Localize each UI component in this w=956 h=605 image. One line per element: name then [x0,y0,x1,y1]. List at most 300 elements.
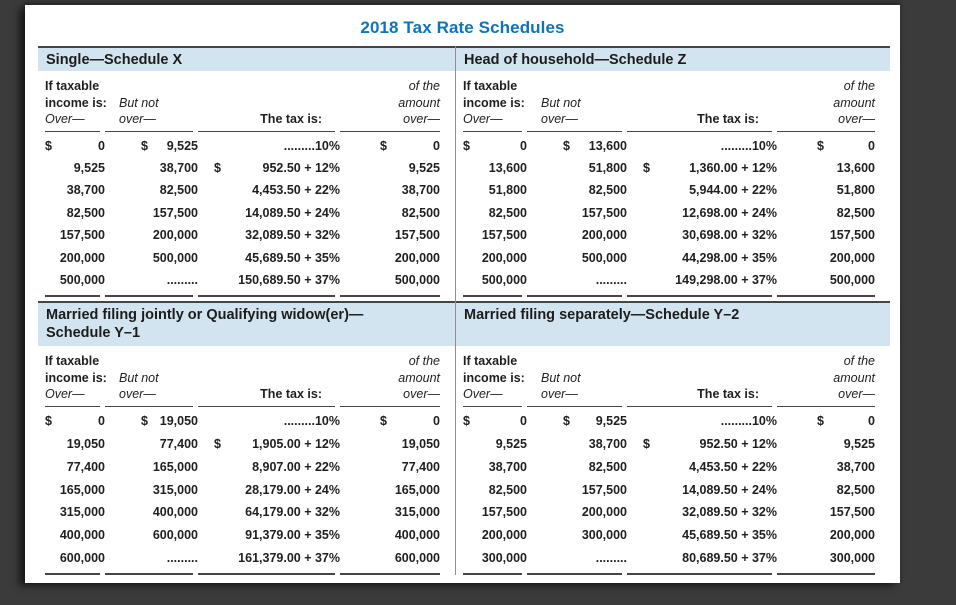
but-not-over-value: ......... [166,273,198,288]
but-not-over-cell [105,228,198,242]
but-not-over-value: 500,000 [581,250,627,265]
column-header-line: If taxable [45,79,100,93]
but-not-over-cell [527,483,627,497]
amount-over-cell [777,251,875,265]
tax-bracket-row [463,135,875,157]
over-value: 300,000 [481,550,527,565]
dollar-sign: $ [643,436,650,451]
over-cell [45,528,105,542]
column-headers [38,346,455,406]
tax-bracket-row [463,202,875,224]
over-cell [45,273,105,287]
amount-over-value: 82,500 [401,205,440,220]
over-value: 0 [520,138,527,153]
but-not-over-cell [105,460,198,474]
over-value: 51,800 [488,183,527,198]
amount-over-cell [777,273,875,287]
tax-formula-value: 4,453.50 + 22% [252,183,340,198]
over-cell [45,414,105,428]
column-headers [456,346,890,406]
tax-formula-cell [198,505,340,519]
dollar-sign: $ [463,138,470,153]
amount-over-cell [777,551,875,565]
amount-over-cell [340,228,440,242]
tax-formula-value: .........10% [720,138,777,153]
amount-over-value: 82,500 [836,482,875,497]
amount-over-cell [777,460,875,474]
but-not-over-value: ......... [595,273,627,288]
over-cell [45,551,105,565]
amount-over-cell [340,414,440,428]
tax-bracket-row [463,547,875,570]
tax-formula-cell [198,161,340,175]
tax-formula-value: 12,698.00 + 24% [682,205,777,220]
amount-over-value: 500,000 [829,273,875,288]
over-column-header [463,78,527,128]
tax-formula-value: 80,689.50 + 37% [682,550,777,565]
over-cell [45,228,105,242]
but-not-over-value: 9,525 [166,138,198,153]
amount-over-column-header [340,353,440,403]
tax-formula-cell [627,528,777,542]
amount-over-cell [777,528,875,542]
but-not-over-cell [527,273,627,287]
tax-schedules-grid [38,46,890,575]
tax-formula-value: 1,360.00 + 12% [689,161,777,176]
amount-over-value: 157,500 [829,228,875,243]
amount-over-cell [777,483,875,497]
schedule-title-line2: Schedule Y–1 [46,325,141,342]
tax-bracket-row [45,524,440,547]
column-header-line: If taxable [463,354,518,369]
over-cell [463,437,527,451]
tax-formula-cell [627,161,777,175]
tax-formula-value: 45,689.50 + 35% [245,250,340,265]
amount-over-cell [777,206,875,220]
amount-over-value: 157,500 [829,505,875,520]
tax-formula-cell [627,505,777,519]
dollar-sign: $ [45,414,52,429]
over-value: 500,000 [481,273,527,288]
column-header-line: over— [403,112,440,126]
tax-bracket-row [45,179,440,201]
but-not-over-cell [527,528,627,542]
schedule-y2-panel [455,297,890,575]
column-header-spacer [627,370,759,387]
over-cell [463,528,527,542]
amount-over-value: 315,000 [394,505,440,520]
schedule-y1-rows [38,407,455,574]
amount-over-value: 38,700 [401,183,440,198]
column-header-spacer [627,95,759,112]
over-value: 19,050 [66,436,105,451]
amount-over-value: 77,400 [401,459,440,474]
tax-formula-value: 161,379.00 + 37% [238,550,340,565]
over-cell [45,161,105,175]
tax-formula-value: .........10% [283,138,340,153]
but-not-over-cell [105,437,198,451]
tax-column-header [627,78,777,128]
tax-column-header [198,353,340,403]
but-not-over-value: 500,000 [152,250,198,265]
amount-over-value: 0 [433,138,440,153]
tax-formula-cell [198,139,340,153]
tax-formula-cell [627,206,777,220]
dollar-sign: $ [563,414,570,429]
tax-bracket-row [45,269,440,291]
over-column-header [45,78,105,128]
tax-column-header [198,78,340,128]
schedule-title-line1: Head of household—Schedule Z [464,52,687,68]
column-headers [38,71,455,131]
amount-over-cell [340,460,440,474]
schedule-title-line1: Married filing separately—Schedule Y–2 [464,307,740,324]
column-header-spacer [198,95,322,112]
schedule-z-column-headers [456,71,890,132]
but-not-over-value: 13,600 [588,138,627,153]
amount-over-value: 38,700 [836,459,875,474]
column-header-line: If taxable [45,354,100,369]
tax-formula-cell [627,273,777,287]
amount-over-value: 0 [868,414,875,429]
amount-over-cell [340,206,440,220]
tax-formula-value: 14,089.50 + 24% [245,205,340,220]
over-value: 500,000 [59,273,105,288]
tax-bracket-row [45,501,440,524]
schedule-x-column-headers [38,71,455,132]
column-header-line: The tax is: [260,112,322,126]
amount-over-cell [340,139,440,153]
but-not-over-value: ......... [166,550,198,565]
over-cell [45,206,105,220]
tax-formula-cell [627,460,777,474]
dollar-sign: $ [380,138,387,153]
amount-over-value: 0 [433,414,440,429]
tax-formula-cell [198,528,340,542]
but-not-over-value: 400,000 [152,505,198,520]
but-not-over-cell [527,228,627,242]
column-header-line: If taxable [463,79,518,93]
but-not-over-value: 200,000 [581,228,627,243]
column-header-line: But not [119,370,159,385]
tax-bracket-row [463,246,875,268]
but-not-over-value: ......... [595,550,627,565]
column-header-line: The tax is: [697,387,759,402]
tax-bracket-row [45,410,440,433]
schedule-y1-column-headers [38,346,455,407]
tax-formula-value: 5,944.00 + 22% [689,183,777,198]
tax-formula-cell [198,273,340,287]
dollar-sign: $ [380,414,387,429]
over-value: 157,500 [481,228,527,243]
but-not-over-column-header [527,353,627,403]
but-not-over-value: 82,500 [159,183,198,198]
column-header-line: over— [838,112,875,126]
column-header-line: over— [541,112,578,126]
over-cell [463,483,527,497]
dollar-sign: $ [141,414,148,429]
tax-bracket-row [45,157,440,179]
header-underline [456,131,890,132]
over-cell [463,273,527,287]
over-value: 77,400 [66,459,105,474]
dollar-sign: $ [214,161,221,176]
over-value: 82,500 [488,205,527,220]
over-value: 200,000 [59,250,105,265]
over-cell [463,206,527,220]
over-cell [463,414,527,428]
amount-over-cell [340,273,440,287]
but-not-over-cell [527,183,627,197]
amount-over-cell [340,528,440,542]
schedule-z-rows [456,132,890,296]
tax-bracket-row [463,410,875,433]
column-header-line: amount [833,95,875,110]
tax-bracket-row [463,157,875,179]
amount-over-value: 500,000 [394,273,440,288]
column-header-line: Over— [45,387,85,402]
tax-formula-cell [198,183,340,197]
tax-formula-value: 952.50 + 12% [699,436,777,451]
but-not-over-value: 9,525 [595,414,627,429]
but-not-over-value: 38,700 [159,161,198,176]
tax-bracket-row [463,179,875,201]
amount-over-value: 157,500 [394,228,440,243]
amount-over-cell [340,161,440,175]
column-header-line: The tax is: [260,387,322,402]
over-cell [45,251,105,265]
but-not-over-cell [105,139,198,153]
over-cell [45,183,105,197]
over-value: 157,500 [481,505,527,520]
schedule-x-title-band [38,46,455,71]
but-not-over-value: 82,500 [588,459,627,474]
tax-formula-cell [627,483,777,497]
dollar-sign: $ [45,138,52,153]
over-column-header [45,353,105,403]
column-header-line: income is: [463,95,525,110]
tax-formula-value: 64,179.00 + 32% [245,505,340,520]
over-cell [45,460,105,474]
tax-bracket-row [45,202,440,224]
over-cell [463,460,527,474]
over-value: 38,700 [66,183,105,198]
over-cell [463,183,527,197]
over-value: 82,500 [488,482,527,497]
column-header-line: income is: [463,370,525,385]
but-not-over-value: 600,000 [152,528,198,543]
but-not-over-column-header [105,353,198,403]
tax-bracket-row [45,455,440,478]
but-not-over-cell [527,505,627,519]
over-cell [45,437,105,451]
amount-over-cell [340,483,440,497]
over-value: 0 [98,138,105,153]
column-header-spacer [198,353,322,370]
but-not-over-value: 200,000 [581,505,627,520]
column-header-line: income is: [45,95,107,110]
tax-formula-cell [198,414,340,428]
column-header-line: over— [838,387,875,402]
over-value: 157,500 [59,228,105,243]
tax-formula-cell [198,460,340,474]
tax-bracket-row [463,269,875,291]
amount-over-value: 300,000 [829,550,875,565]
column-header-line: Over— [45,112,85,126]
but-not-over-value: 38,700 [588,436,627,451]
schedule-x-rows [38,132,455,296]
table-bottom-rule [38,573,455,575]
amount-over-value: 200,000 [394,250,440,265]
amount-over-value: 9,525 [408,161,440,176]
but-not-over-cell [105,183,198,197]
but-not-over-cell [105,505,198,519]
amount-over-cell [777,437,875,451]
column-header-spacer [119,78,198,95]
over-value: 82,500 [66,205,105,220]
but-not-over-value: 82,500 [588,183,627,198]
but-not-over-value: 300,000 [581,528,627,543]
tax-bracket-row [45,224,440,246]
amount-over-cell [777,139,875,153]
tax-formula-value: 14,089.50 + 24% [682,482,777,497]
amount-over-cell [777,161,875,175]
tax-formula-cell [627,437,777,451]
over-cell [45,483,105,497]
tax-formula-value: 28,179.00 + 24% [245,482,340,497]
but-not-over-value: 315,000 [152,482,198,497]
tax-formula-value: 32,089.50 + 32% [682,505,777,520]
but-not-over-cell [527,161,627,175]
over-value: 400,000 [59,528,105,543]
tax-formula-cell [627,139,777,153]
page-title: 2018 Tax Rate Schedules [360,18,565,37]
tax-formula-value: 149,298.00 + 37% [675,273,777,288]
schedule-y2-rows [456,407,890,574]
column-headers [456,71,890,131]
column-header-line: over— [541,387,578,402]
tax-formula-cell [627,551,777,565]
schedule-y2-column-headers [456,346,890,407]
schedule-z-panel [455,46,890,297]
schedule-y1-title-band [38,301,455,346]
column-header-line: amount [833,370,875,385]
but-not-over-cell [527,551,627,565]
tax-formula-value: 91,379.00 + 35% [245,528,340,543]
amount-over-cell [340,551,440,565]
amount-over-value: 19,050 [401,436,440,451]
amount-over-cell [777,183,875,197]
tax-formula-value: 30,698.00 + 32% [682,228,777,243]
tax-bracket-row [463,433,875,456]
over-cell [463,251,527,265]
schedule-x-panel [38,46,455,297]
tax-bracket-row [463,224,875,246]
tax-formula-value: 44,298.00 + 35% [682,250,777,265]
column-header-spacer [541,353,627,370]
but-not-over-column-header [105,78,198,128]
over-cell [45,505,105,519]
over-cell [463,505,527,519]
amount-over-value: 9,525 [843,436,875,451]
tax-formula-value: .........10% [720,414,777,429]
column-header-spacer [198,370,322,387]
but-not-over-column-header [527,78,627,128]
dollar-sign: $ [214,436,221,451]
tax-bracket-row [45,433,440,456]
tax-formula-cell [198,206,340,220]
but-not-over-cell [105,161,198,175]
column-header-line: of the [408,79,440,93]
but-not-over-cell [527,251,627,265]
column-header-spacer [198,78,322,95]
tax-formula-cell [198,551,340,565]
amount-over-value: 13,600 [836,161,875,176]
amount-over-column-header [777,353,875,403]
tax-formula-value: 45,689.50 + 35% [682,528,777,543]
over-cell [463,551,527,565]
amount-over-cell [340,183,440,197]
schedule-y2-title-band [456,301,890,346]
tax-formula-cell [627,183,777,197]
schedule-title-line1: Single—Schedule X [46,52,183,68]
over-value: 9,525 [73,161,105,176]
amount-over-column-header [777,78,875,128]
tax-bracket-row [45,135,440,157]
schedule-title-line1: Married filing jointly or Qualifying widow(er)— [46,307,364,324]
table-bottom-rule [456,573,890,575]
column-header-line: of the [408,354,440,369]
tax-bracket-row [463,524,875,547]
tax-formula-cell [198,228,340,242]
dollar-sign: $ [141,138,148,153]
but-not-over-cell [105,251,198,265]
amount-over-cell [777,228,875,242]
column-header-spacer [627,78,759,95]
but-not-over-value: 77,400 [159,436,198,451]
column-header-line: But not [541,95,581,110]
but-not-over-cell [527,139,627,153]
but-not-over-value: 157,500 [581,482,627,497]
but-not-over-value: 157,500 [152,205,198,220]
dollar-sign: $ [817,138,824,153]
amount-over-cell [340,437,440,451]
tax-schedule-document [25,5,900,583]
over-cell [463,139,527,153]
over-value: 0 [98,414,105,429]
column-header-line: The tax is: [697,112,759,126]
but-not-over-cell [105,414,198,428]
amount-over-cell [340,251,440,265]
but-not-over-value: 19,050 [159,414,198,429]
tax-formula-value: 8,907.00 + 22% [252,459,340,474]
over-value: 200,000 [481,250,527,265]
tax-formula-cell [627,251,777,265]
but-not-over-cell [527,206,627,220]
column-header-line: Over— [463,112,503,126]
over-value: 200,000 [481,528,527,543]
tax-bracket-row [45,478,440,501]
over-value: 38,700 [488,459,527,474]
column-header-line: of the [843,79,875,93]
but-not-over-value: 51,800 [588,161,627,176]
amount-over-value: 600,000 [394,550,440,565]
dollar-sign: $ [643,161,650,176]
tax-formula-value: 1,905.00 + 12% [252,436,340,451]
dollar-sign: $ [563,138,570,153]
amount-over-cell [777,505,875,519]
amount-over-value: 51,800 [836,183,875,198]
